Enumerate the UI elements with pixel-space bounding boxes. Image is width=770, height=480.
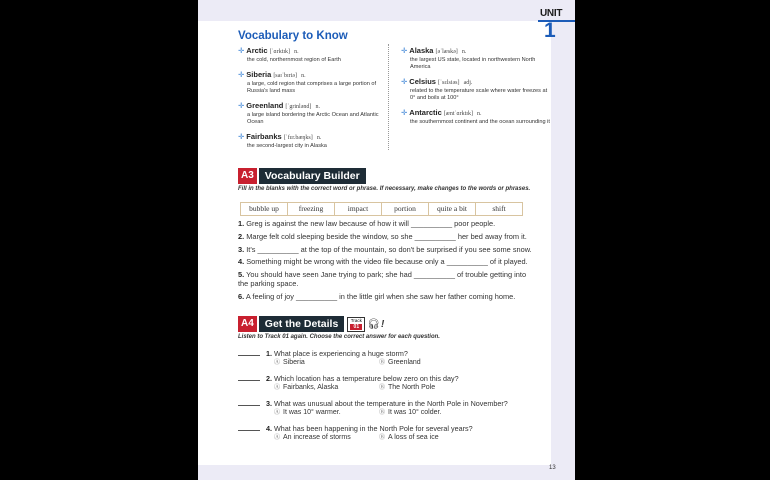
item-number: 3.	[238, 244, 245, 254]
fill-in-item	[238, 292, 538, 301]
question-item	[238, 374, 548, 393]
track-label: Track	[350, 317, 362, 323]
headphones-icon: 🎧︎	[367, 318, 381, 330]
option-a[interactable]	[274, 383, 379, 393]
vocab-pos: n.	[461, 49, 467, 55]
option-a-marker: Ⓐ	[274, 435, 281, 441]
option-b[interactable]	[379, 358, 484, 368]
vocab-item	[401, 108, 551, 126]
option-a-marker: Ⓐ	[274, 385, 281, 391]
a3-instruction: Fill in the blanks with the correct word or phrase. If necessary, make changes to the words or phrases.	[238, 186, 531, 192]
question-text: What was unusual about the temperature in the North Pole in November?	[274, 399, 508, 408]
item-text: Marge felt cold sleeping beside the window, so she __________ her bed away from it.	[246, 231, 527, 241]
option-a-text: It was 10° warmer.	[283, 409, 341, 416]
item-number: 5.	[238, 270, 245, 280]
word-bank-item: impact	[335, 203, 382, 215]
item-number: 2.	[238, 231, 245, 241]
option-b-marker: Ⓑ	[379, 360, 386, 366]
a3-badge: A3	[238, 168, 257, 184]
question-number: 3.	[266, 399, 272, 408]
vocab-pos: adj.	[463, 80, 473, 86]
answer-blank[interactable]	[238, 405, 260, 406]
word-bank-item: freezing	[288, 203, 335, 215]
textbook-page	[198, 0, 575, 480]
vocab-word: Siberia	[246, 70, 272, 79]
word-bank-item: shift	[492, 204, 506, 213]
option-b-marker: Ⓑ	[379, 385, 386, 391]
vocab-definition: related to the temperature scale where water freezes at 0° and boils at 100°	[410, 88, 548, 101]
fill-in-item	[238, 257, 538, 266]
a4-instruction: Listen to Track 01 again. Choose the correct answer for each question.	[238, 334, 440, 340]
option-a[interactable]	[274, 433, 379, 443]
question-number: 2.	[266, 374, 272, 383]
item-text: Greg is against the new law because of how it will __________ poor people.	[246, 219, 496, 228]
vocab-definition: the largest US state, located in northwestern North America	[410, 57, 536, 70]
unit-number: 1	[544, 19, 556, 42]
vocab-definition: a large island bordering the Arctic Ocean and Atlantic Ocean	[247, 112, 379, 125]
option-b[interactable]	[379, 383, 484, 393]
top-band	[198, 0, 575, 21]
vocab-pos: n.	[301, 73, 306, 79]
word-bank-item: portion	[382, 203, 429, 215]
item-number: 1.	[238, 219, 245, 228]
vocab-item	[238, 46, 383, 64]
vocab-title: Vocabulary to Know	[238, 30, 348, 42]
vocab-pos: n.	[294, 49, 299, 55]
item-text: A feeling of joy __________ in the little girl when she saw her father coming home.	[245, 291, 516, 301]
word-bank-item: bubble up	[241, 203, 288, 215]
plus-icon: ✛	[238, 70, 245, 79]
question-number: 4.	[266, 424, 272, 433]
option-a[interactable]	[274, 408, 379, 418]
question-text: What place is experiencing a huge storm?	[274, 349, 408, 358]
plus-icon: ✛	[401, 108, 408, 117]
option-a-text: Siberia	[283, 359, 305, 366]
question-item	[238, 399, 548, 418]
vocab-item	[238, 132, 383, 150]
vocab-word: Fairbanks	[246, 132, 282, 141]
option-a-text: Fairbanks, Alaska	[283, 384, 339, 391]
item-text: You should have seen Jane trying to park; she had __________ of trouble getting into the parking space.	[238, 270, 527, 289]
option-a-marker: Ⓐ	[274, 410, 281, 416]
plus-icon: ✛	[238, 46, 245, 55]
vocab-phonetic: [ˈsɛlsiəs]	[437, 80, 460, 86]
item-text: It's __________ at the top of the mountain, so don't be surprised if you see some snow.	[246, 244, 532, 254]
plus-icon: ✛	[238, 132, 245, 141]
question-number: 1.	[266, 349, 272, 358]
option-b-text: It was 10° colder.	[388, 409, 442, 416]
vocab-pos: n.	[315, 104, 320, 110]
plus-icon: ✛	[401, 77, 408, 86]
vocab-definition: the second-largest city in Alaska	[247, 143, 327, 149]
track-badge[interactable]	[347, 317, 365, 332]
exclamation-icon: !	[381, 318, 385, 330]
a3-header	[238, 168, 366, 184]
vocab-divider	[388, 44, 389, 150]
option-a-marker: Ⓐ	[274, 360, 281, 366]
vocab-phonetic: [æntˈɑrktɪk]	[443, 111, 473, 117]
question-item	[238, 349, 548, 368]
option-b[interactable]	[379, 408, 484, 418]
a4-badge: A4	[238, 316, 257, 332]
unit-label: UNIT	[540, 8, 563, 19]
fill-in-item	[238, 219, 538, 228]
vocab-phonetic: [ˈgrinlənd]	[285, 104, 312, 110]
option-b-text: The North Pole	[388, 384, 436, 391]
vocab-word: Celsius	[409, 77, 436, 86]
vocab-column-right	[401, 46, 551, 132]
vocab-phonetic: [ˈfɛr.bæŋks]	[283, 135, 313, 141]
item-number: 4.	[238, 257, 245, 267]
fill-in-list	[238, 219, 538, 305]
right-margin-strip	[551, 0, 575, 480]
fill-in-item	[238, 232, 538, 241]
a4-title: Get the Details	[259, 316, 345, 332]
a3-title: Vocabulary Builder	[259, 168, 366, 184]
option-b-marker: Ⓑ	[379, 410, 386, 416]
vocab-item	[401, 77, 551, 102]
plus-icon: ✛	[401, 46, 408, 55]
vocab-word: Antarctic	[409, 108, 442, 117]
vocab-word: Arctic	[246, 46, 268, 55]
option-b-text: A loss of sea ice	[388, 434, 439, 441]
track-number: 01	[350, 324, 362, 330]
vocab-pos: n.	[316, 135, 322, 141]
vocab-item	[401, 46, 551, 71]
vocab-phonetic: [əˈlæskə]	[435, 49, 458, 55]
vocab-phonetic: [ˈɑrktɪk]	[269, 49, 291, 55]
fill-in-item	[238, 245, 538, 254]
a4-header	[238, 316, 384, 332]
option-b-text: Greenland	[388, 359, 421, 366]
vocab-item	[238, 70, 383, 95]
plus-icon: ✛	[238, 101, 245, 110]
vocab-phonetic: [saɪˈbɪriə]	[273, 73, 297, 79]
question-list	[238, 349, 548, 449]
question-text: Which location has a temperature below zero on this day?	[274, 374, 459, 383]
vocab-definition: the cold, northernmost region of Earth	[247, 57, 341, 63]
vocab-item	[238, 101, 383, 126]
option-a[interactable]	[274, 358, 379, 368]
word-bank-item: quite a bit	[429, 203, 476, 215]
vocab-word: Greenland	[246, 101, 284, 110]
option-a-text: An increase of storms	[283, 434, 351, 441]
option-b-marker: Ⓑ	[379, 435, 386, 441]
vocab-definition: the southernmost continent and the ocean surrounding it	[410, 119, 550, 125]
option-b[interactable]	[379, 433, 484, 443]
question-item	[238, 424, 548, 443]
page-number: 13	[549, 465, 556, 471]
vocab-column-left	[238, 46, 383, 156]
answer-blank[interactable]	[238, 355, 260, 356]
item-text: Something might be wrong with the video file because only a __________ of it played.	[246, 257, 528, 267]
answer-blank[interactable]	[238, 380, 260, 381]
fill-in-item	[238, 270, 538, 288]
answer-blank[interactable]	[238, 430, 260, 431]
vocab-definition: a large, cold region that comprises a large portion of Russia's land mass	[247, 81, 377, 94]
vocab-word: Alaska	[409, 46, 434, 55]
vocab-pos: n.	[477, 111, 482, 117]
word-bank	[240, 202, 523, 216]
item-number: 6.	[238, 291, 245, 301]
question-text: What has been happening in the North Pole for several years?	[274, 424, 473, 433]
bottom-band	[198, 465, 575, 480]
